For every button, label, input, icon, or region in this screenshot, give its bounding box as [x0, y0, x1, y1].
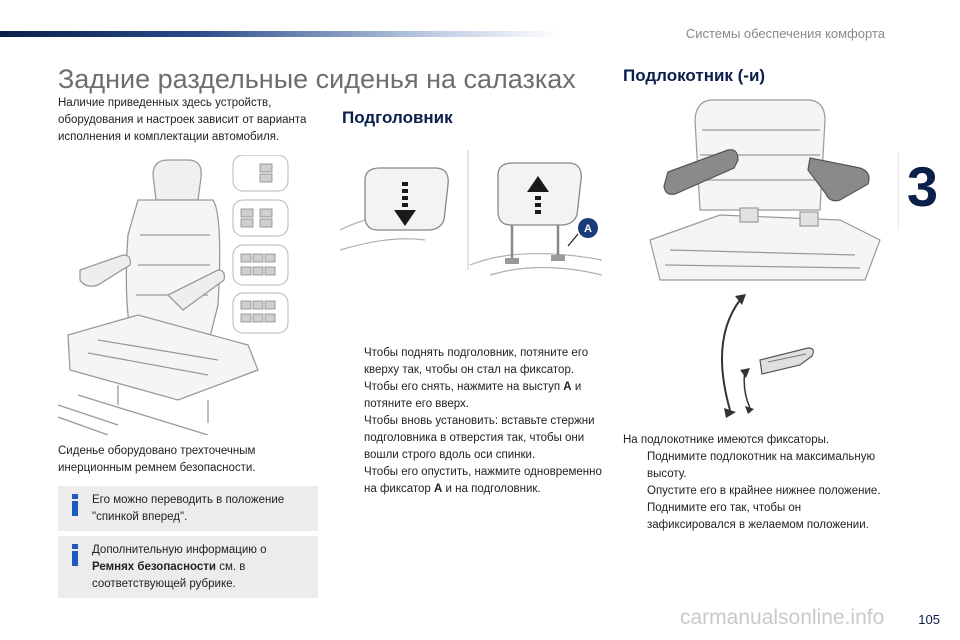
list-item: Чтобы его опустить, нажмите одновременно на фиксатор A и на подголовник.	[364, 466, 602, 495]
page-title: Задние раздельные сиденья на салазках	[58, 64, 576, 94]
chapter-number: 3	[906, 155, 938, 218]
armrest-heading: Подлокотник (-и)	[623, 66, 766, 85]
list-item: Чтобы поднять подголовник, потяните его кверху так, чтобы он стал на фиксатор.	[364, 347, 589, 376]
armrest-illustration	[640, 90, 885, 290]
info-box-seat-belts: Дополнительную информацию о Ремнях безопасности см. в соответствующей рубрике.	[58, 536, 318, 598]
armrest-instructions	[623, 449, 883, 534]
headrest-instructions	[340, 345, 605, 498]
header-gradient-bar	[0, 31, 560, 37]
list-item: Чтобы вновь установить: вставьте стержни подголовника в отверстия так, чтобы они вошли строго вдоль оси спинки.	[364, 415, 595, 461]
headrest-illustration	[340, 150, 602, 280]
intro-text: Наличие приведенных здесь устройств, оборудования и настроек зависит от варианта исполнения и комплектации автомобиля.	[58, 97, 307, 143]
seat-illustration	[58, 155, 328, 435]
watermark: carmanualsonline.info	[680, 606, 885, 629]
armrest-adjust-diagram	[690, 290, 820, 420]
info-icon	[70, 544, 80, 566]
seat-belt-text: Сиденье оборудовано трехточечным инерционным ремнем безопасности.	[58, 445, 256, 474]
list-item: Опустите его в крайнее нижнее положение.	[647, 485, 881, 497]
list-item: Поднимите подлокотник на максимальную высоту.	[647, 451, 876, 480]
list-item: Чтобы его снять, нажмите на выступ A и потяните его вверх.	[364, 381, 582, 410]
info-box-rear-facing: Его можно переводить в положение "спинкой вперед".	[58, 486, 318, 531]
page-number: 105	[918, 612, 940, 627]
headrest-label-a: A	[584, 223, 592, 235]
section-header: Системы обеспечения комфорта	[685, 26, 885, 41]
info-icon	[70, 494, 80, 516]
headrest-heading: Подголовник	[342, 108, 453, 127]
list-item: Поднимите его так, чтобы он зафиксировался в желаемом положении.	[647, 502, 869, 531]
armrest-intro: На подлокотнике имеются фиксаторы.	[623, 434, 830, 446]
